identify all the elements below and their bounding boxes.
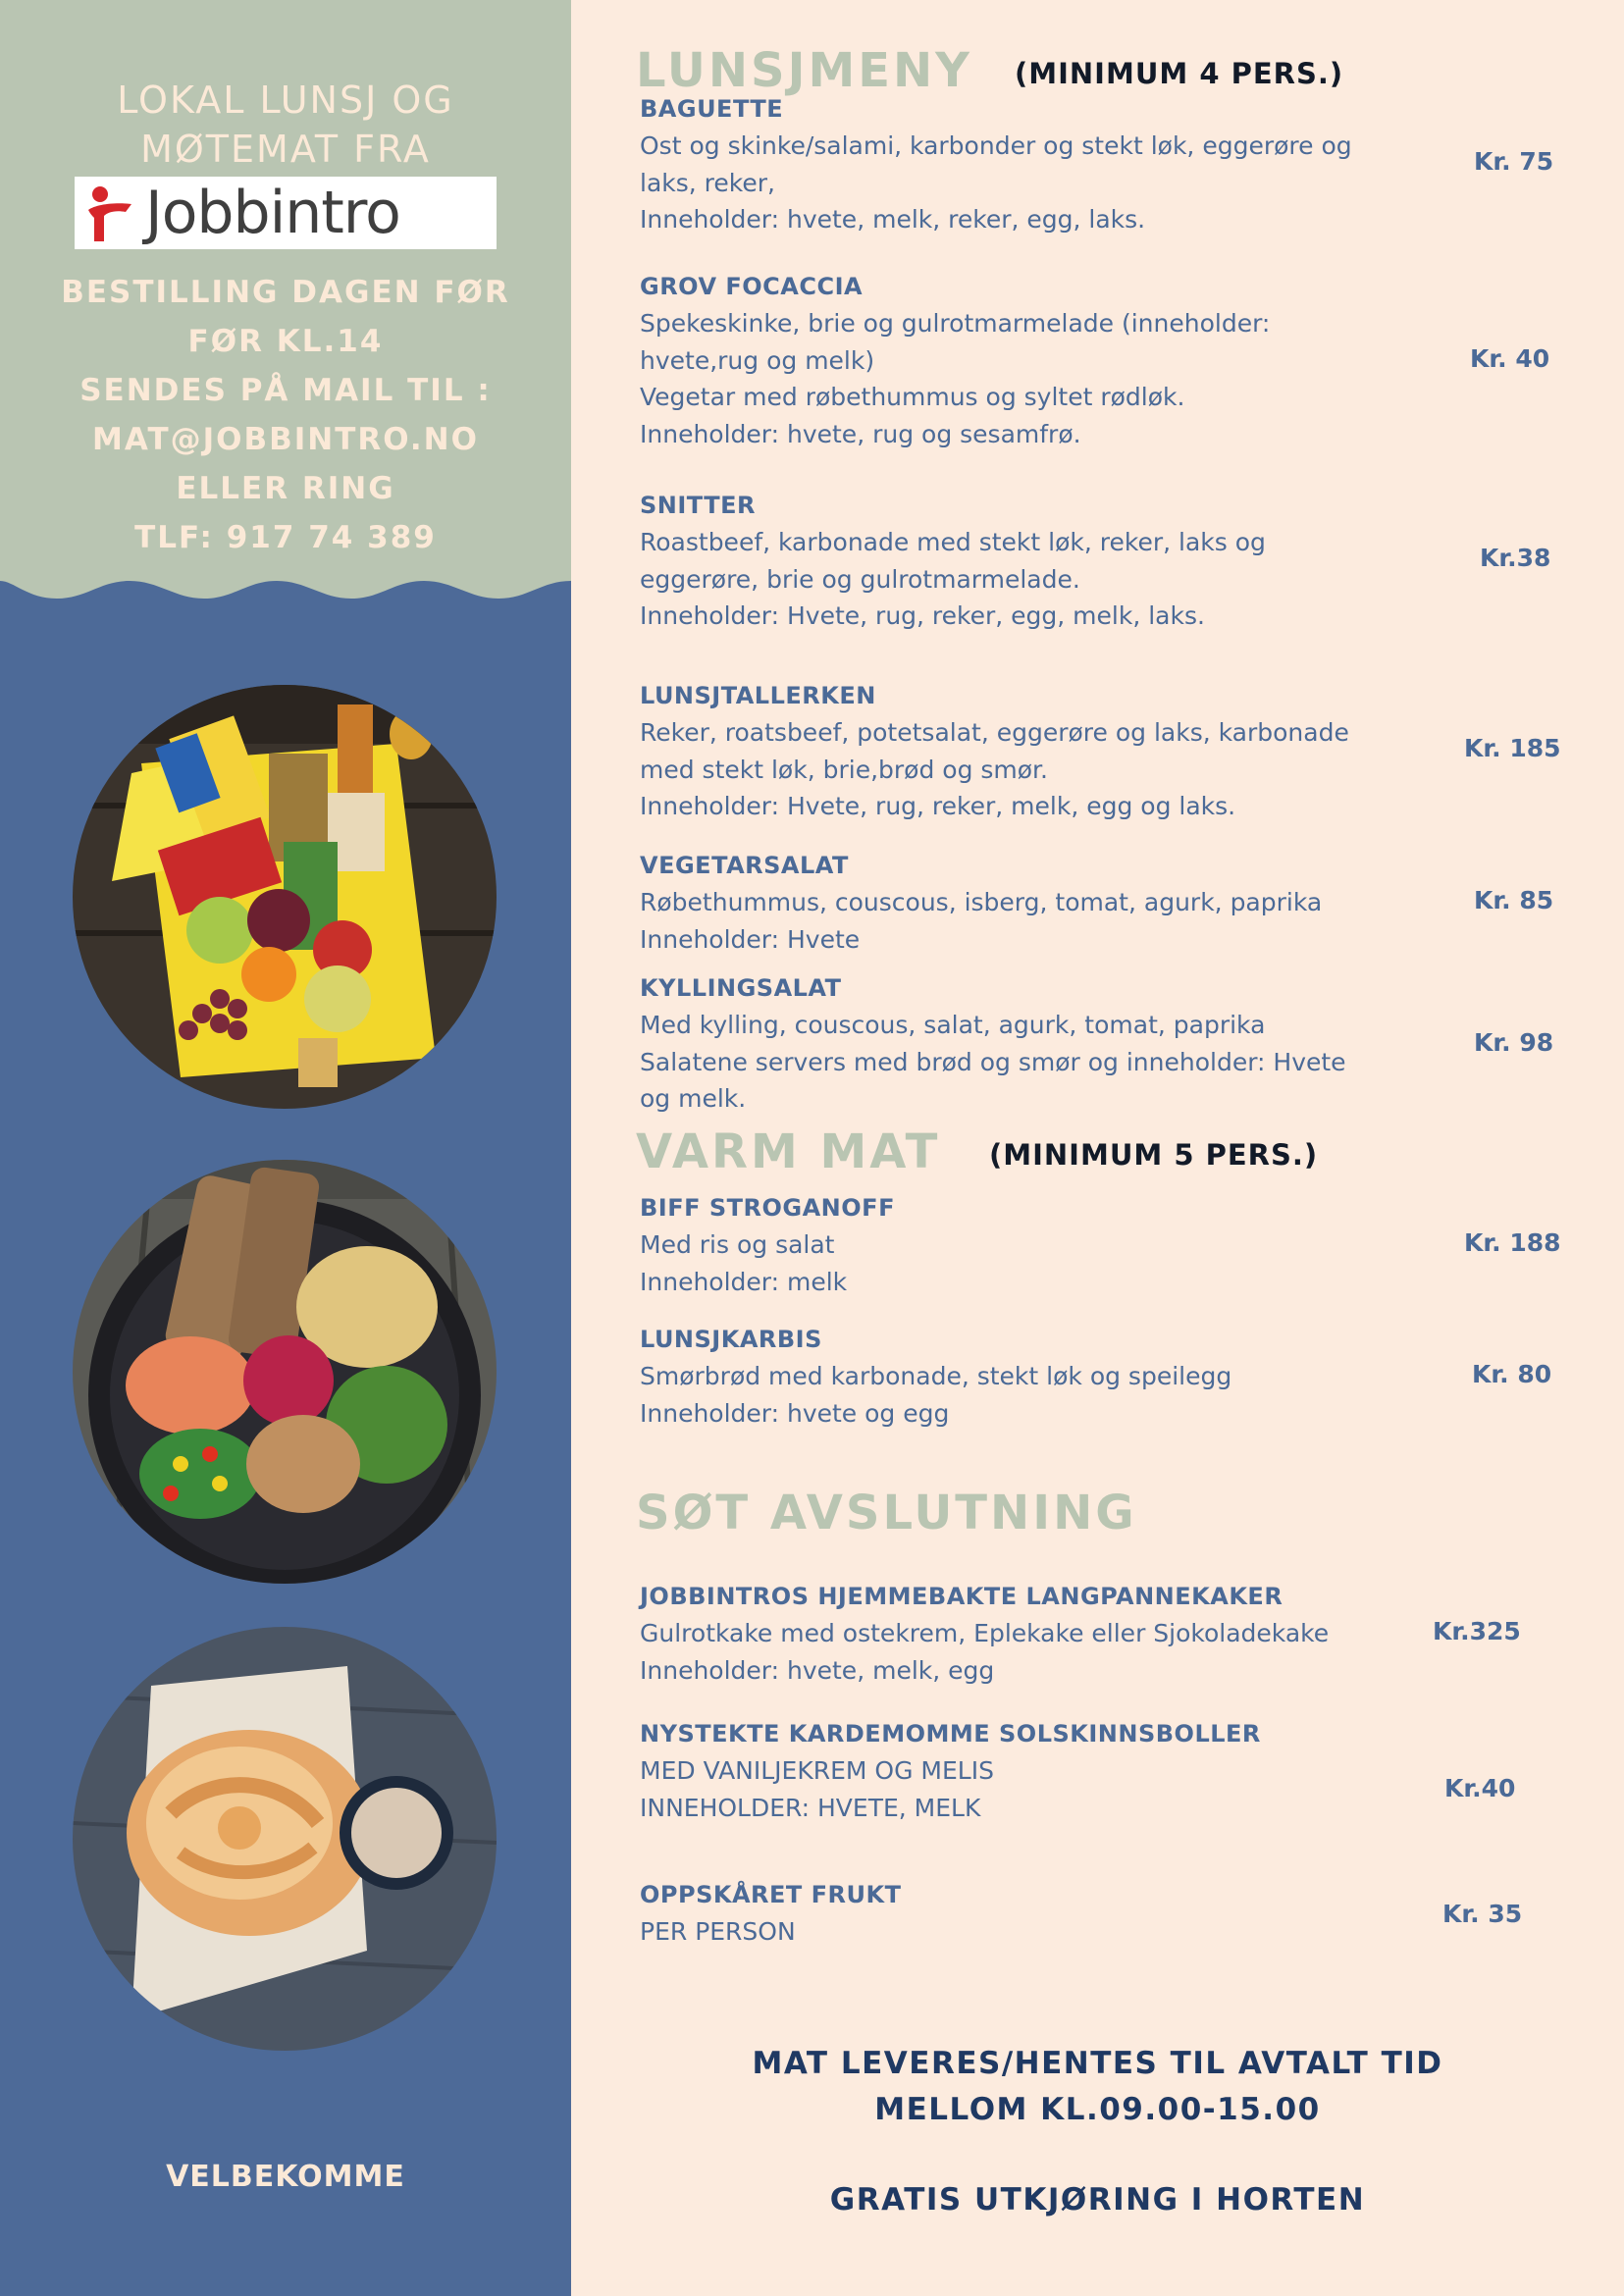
item-name: NYSTEKTE KARDEMOMME SOLSKINNSBOLLER: [640, 1720, 1261, 1748]
description-line: Med ris og salat: [640, 1230, 835, 1259]
description-line: Inneholder: hvete, melk, reker, egg, laks.: [640, 205, 1146, 234]
menu-main: [571, 0, 1624, 2296]
section-title-sweet: SØT AVSLUTNING: [636, 1486, 1137, 1540]
item-price: Kr. 185: [1464, 734, 1561, 762]
menu-item: [640, 1715, 1582, 1826]
item-price: Kr. 85: [1474, 886, 1554, 914]
item-price: Kr.40: [1444, 1774, 1516, 1802]
menu-item: [640, 1189, 1582, 1300]
description-line: Inneholder: Hvete, rug, reker, egg, melk, laks.: [640, 601, 1205, 630]
order-info-line: ELLER RING: [176, 471, 395, 506]
item-name: BIFF STROGANOFF: [640, 1194, 895, 1222]
item-description: [640, 1913, 1425, 1951]
item-name: JOBBINTROS HJEMMEBAKTE LANGPANNEKAKER: [640, 1583, 1283, 1610]
description-line: Inneholder: hvete, melk, egg: [640, 1655, 995, 1685]
description-line: og melk.: [640, 1084, 747, 1113]
description-line: Spekeskinke, brie og gulrotmarmelade (inneholder:: [640, 309, 1271, 338]
item-description: [640, 524, 1425, 635]
item-price: Kr.38: [1480, 544, 1551, 572]
item-name: GROV FOCACCIA: [640, 273, 864, 300]
description-line: INNEHOLDER: HVETE, MELK: [640, 1793, 981, 1822]
description-line: eggerøre, brie og gulrotmarmelade.: [640, 564, 1080, 594]
description-line: Vegetar med røbethummus og syltet rødløk.: [640, 383, 1185, 411]
photo-lunch-box: [73, 685, 497, 1109]
description-line: Reker, roatsbeef, potetsalat, eggerøre og laks, karbonade: [640, 718, 1349, 747]
description-line: hvete,rug og melk): [640, 345, 875, 375]
description-line: Inneholder: Hvete: [640, 924, 861, 954]
item-name: VEGETARSALAT: [640, 852, 849, 879]
item-description: [640, 1007, 1425, 1118]
item-price: Kr. 35: [1442, 1900, 1523, 1928]
order-phone[interactable]: TLF: 917 74 389: [134, 520, 437, 555]
order-email[interactable]: MAT@JOBBINTRO.NO: [92, 422, 479, 457]
description-line: Inneholder: hvete og egg: [640, 1398, 950, 1428]
item-description: [640, 305, 1425, 452]
menu-item: [640, 268, 1582, 452]
order-info-line: FØR KL.14: [187, 324, 384, 359]
section-title-warm: VARM MAT: [636, 1124, 941, 1179]
item-name: OPPSKÅRET FRUKT: [640, 1881, 902, 1908]
closing-greeting: VELBEKOMME: [166, 2160, 405, 2194]
section-minimum-lunch: (MINIMUM 4 PERS.): [1015, 57, 1344, 90]
jobbintro-logo: [75, 177, 497, 249]
item-description: [640, 714, 1484, 825]
menu-item: [640, 677, 1582, 825]
sidebar-heading-line2: MØTEMAT FRA: [140, 128, 431, 171]
menu-item: [640, 847, 1582, 958]
sidebar-top-panel: [0, 0, 571, 608]
section-title-lunch: LUNSJMENY: [636, 43, 972, 98]
logo-mark-icon: [82, 181, 143, 245]
logo-wordmark: Jobbintro: [145, 179, 400, 247]
description-line: Med kylling, couscous, salat, agurk, tomat, paprika: [640, 1011, 1266, 1039]
section-minimum-warm: (MINIMUM 5 PERS.): [989, 1138, 1319, 1172]
item-description: [640, 128, 1425, 238]
description-line: Smørbrød med karbonade, stekt løk og speilegg: [640, 1362, 1232, 1390]
item-price: Kr. 80: [1472, 1360, 1552, 1388]
item-price: Kr. 75: [1474, 147, 1554, 176]
item-name: BAGUETTE: [640, 95, 784, 123]
order-info-line: SENDES PÅ MAIL TIL :: [79, 373, 492, 408]
item-price: Kr. 40: [1470, 344, 1550, 373]
description-line: PER PERSON: [640, 1917, 796, 1946]
item-price: Kr.325: [1433, 1617, 1521, 1645]
item-description: [640, 1615, 1425, 1689]
photo-salad-bowl: [73, 1160, 497, 1584]
item-name: SNITTER: [640, 492, 756, 519]
description-line: Roastbeef, karbonade med stekt løk, reker, laks og: [640, 528, 1266, 556]
item-description: [640, 1752, 1425, 1826]
description-line: Røbethummus, couscous, isberg, tomat, agurk, paprika: [640, 888, 1323, 916]
delivery-info-line2: MELLOM KL.09.00-15.00: [874, 2092, 1321, 2127]
sidebar-heading-line1: LOKAL LUNSJ OG: [117, 78, 454, 122]
item-name: LUNSJTALLERKEN: [640, 682, 876, 709]
delivery-info-line1: MAT LEVERES/HENTES TIL AVTALT TID: [752, 2046, 1443, 2081]
description-line: Gulrotkake med ostekrem, Eplekake eller Sjokoladekake: [640, 1619, 1330, 1647]
menu-item: [640, 1578, 1582, 1689]
item-description: [640, 1358, 1425, 1432]
description-line: MED VANILJEKREM OG MELIS: [640, 1756, 994, 1785]
description-line: med stekt løk, brie,brød og smør.: [640, 755, 1048, 784]
item-price: Kr. 98: [1474, 1028, 1554, 1057]
item-name: KYLLINGSALAT: [640, 974, 842, 1002]
item-description: [640, 884, 1425, 958]
description-line: Inneholder: melk: [640, 1267, 848, 1296]
item-price: Kr. 188: [1464, 1228, 1561, 1257]
menu-item: [640, 90, 1582, 238]
sidebar: [0, 0, 571, 2296]
description-line: Inneholder: Hvete, rug, reker, melk, egg og laks.: [640, 792, 1236, 820]
menu-item: [640, 969, 1582, 1118]
item-name: LUNSJKARBIS: [640, 1326, 822, 1353]
description-line: laks, reker,: [640, 168, 775, 197]
description-line: Ost og skinke/salami, karbonder og stekt løk, eggerøre og: [640, 131, 1352, 160]
free-delivery-note: GRATIS UTKJØRING I HORTEN: [829, 2182, 1366, 2218]
menu-item: [640, 1321, 1582, 1432]
description-line: Salatene servers med brød og smør og inneholder: Hvete: [640, 1047, 1346, 1076]
menu-item: [640, 1876, 1582, 1951]
order-info-line: BESTILLING DAGEN FØR: [61, 275, 510, 310]
menu-item: [640, 487, 1582, 635]
item-description: [640, 1226, 1425, 1300]
description-line: Inneholder: hvete, rug og sesamfrø.: [640, 419, 1081, 448]
photo-cardamom-bun: [73, 1627, 497, 2051]
